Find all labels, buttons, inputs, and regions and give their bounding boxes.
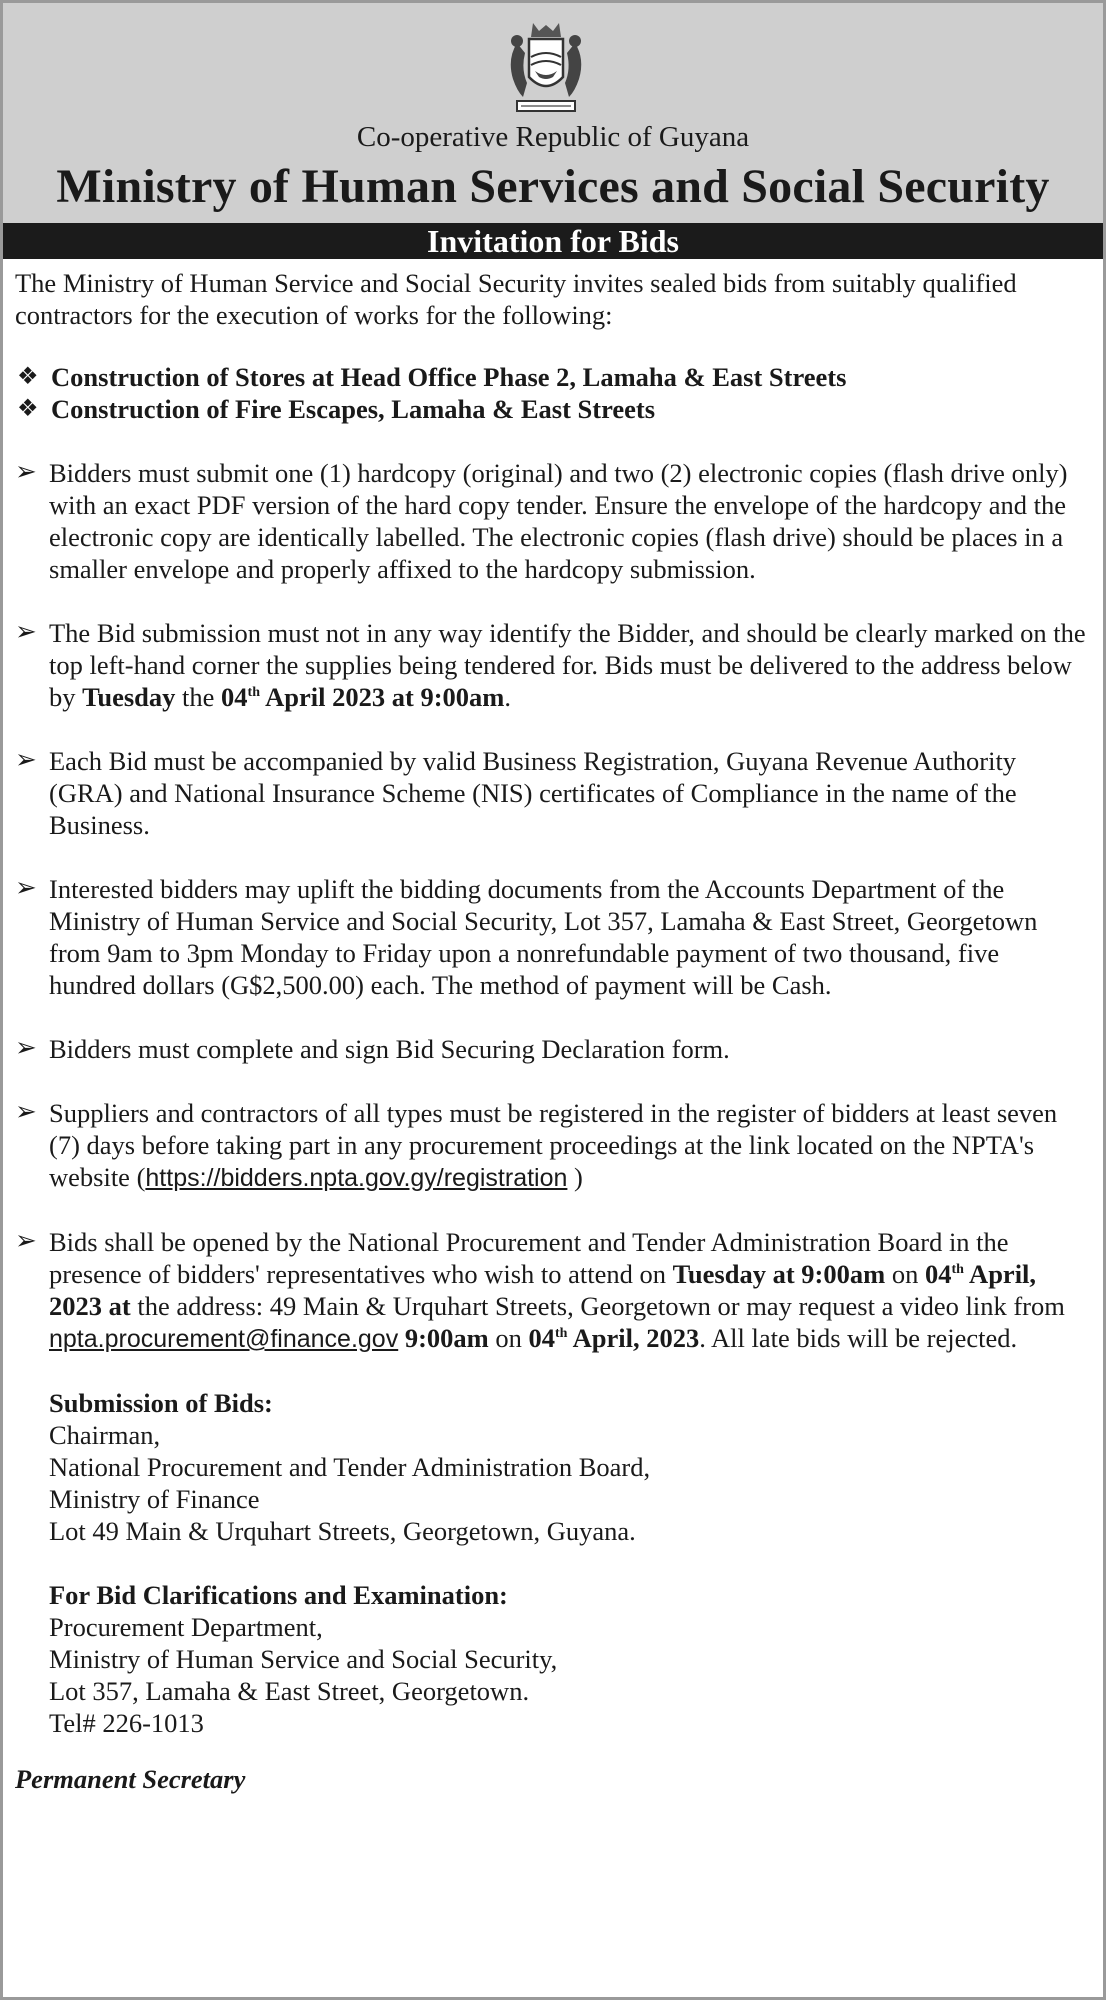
address-line: National Procurement and Tender Administration Board, [49, 1452, 651, 1482]
signature: Permanent Secretary [15, 1764, 246, 1794]
address-line: Chairman, [49, 1420, 161, 1450]
diamond-bullet-icon: ❖ [17, 396, 39, 422]
declaration-item: ➢ Bidders must complete and sign Bid Securing Declaration form. [15, 1033, 730, 1064]
submission-heading: Submission of Bids: [49, 1388, 273, 1418]
ministry-name: Ministry of Human Services and Social Security [56, 160, 1050, 213]
registration-link[interactable]: https://bidders.npta.gov.gy/registration [145, 1164, 568, 1192]
header [3, 3, 1103, 223]
arrow-bullet-icon: ➢ [15, 873, 37, 902]
deadline-item: ➢ The Bid submission must not in any way identify the Bidder, and should be clearly marked on the top left-hand corner the supplies being tendered for. Bids must be delivered to the address below by Tuesday the 04th April 2023 at 9:00am. [15, 617, 1086, 712]
arrow-bullet-icon: ➢ [15, 745, 37, 774]
submission-copies-item: ➢ Bidders must submit one (1) hardcopy (original) and two (2) electronic copies (flash drive only) with an exact PDF version of the hard copy tender. Ensure the envelope of the hardcopy and the electronic copy are identically labelled. The electronic copies (flash drive) should be places in a smaller envelope and properly affixed to the hardcopy submission. [15, 457, 1068, 584]
submission-address [15, 1387, 1091, 1547]
arrow-bullet-icon: ➢ [15, 617, 37, 646]
list-item: ❖ Construction of Fire Escapes, Lamaha & East Streets [17, 394, 656, 424]
opening-item: ➢ Bids shall be opened by the National Procurement and Tender Administration Board in the presence of bidders' representatives who wish to attend on Tuesday at 9:00am on 04th April, 2023 at the address: 49 Main & Urquhart Streets, Georgetown or may request a video link from npta.procurement@finance.gov 9:00am on 04th April, 2023. All late bids will be rejected. [15, 1226, 1065, 1353]
address-line: Procurement Department, [49, 1612, 323, 1642]
certificates-item: ➢ Each Bid must be accompanied by valid Business Registration, Guyana Revenue Authority (GRA) and National Insurance Scheme (NIS) certificates of Compliance in the name of the Business. [15, 745, 1017, 840]
email-link[interactable]: npta.procurement@finance.gov [49, 1325, 399, 1353]
notice-body [3, 267, 1103, 1795]
phone-line: Tel# 226-1013 [49, 1708, 204, 1738]
diamond-bullet-icon: ❖ [17, 364, 39, 390]
clarifications-heading: For Bid Clarifications and Examination: [49, 1580, 508, 1610]
address-line: Lot 357, Lamaha & East Street, Georgetown. [49, 1676, 530, 1706]
arrow-bullet-icon: ➢ [15, 1033, 37, 1062]
country-name: Co-operative Republic of Guyana [356, 121, 750, 153]
address-line: Ministry of Finance [49, 1484, 260, 1514]
address-line: Ministry of Human Service and Social Security, [49, 1644, 558, 1674]
documents-item: ➢ Interested bidders may uplift the bidding documents from the Accounts Department of the Ministry of Human Service and Social Security, Lot 357, Lamaha & East Street, Georgetown from 9am to 3pm Monday to Friday upon a nonrefundable payment of two thousand, five hundred dollars (G$2,500.00) each. The method of payment will be Cash. [15, 873, 1038, 1000]
coat-of-arms-icon [503, 19, 589, 119]
intro-paragraph: The Ministry of Human Service and Social Security invites sealed bids from suitably qualified contractors for the execution of works for the following: [15, 268, 1017, 330]
title-banner: Invitation for Bids [3, 223, 1103, 259]
arrow-bullet-icon: ➢ [15, 1097, 37, 1126]
arrow-bullet-icon: ➢ [15, 457, 37, 486]
works-list [15, 361, 1091, 425]
clarifications-address [15, 1579, 1091, 1739]
arrow-bullet-icon: ➢ [15, 1226, 37, 1255]
list-item: ❖ Construction of Stores at Head Office Phase 2, Lamaha & East Streets [17, 362, 847, 392]
address-line: Lot 49 Main & Urquhart Streets, Georgetown, Guyana. [49, 1516, 636, 1546]
registration-item: ➢ Suppliers and contractors of all types must be registered in the register of bidders at least seven (7) days before taking part in any procurement proceedings at the link located on the NPTA's website (https://bidders.npta.gov.gy/registration ) [15, 1097, 1058, 1192]
